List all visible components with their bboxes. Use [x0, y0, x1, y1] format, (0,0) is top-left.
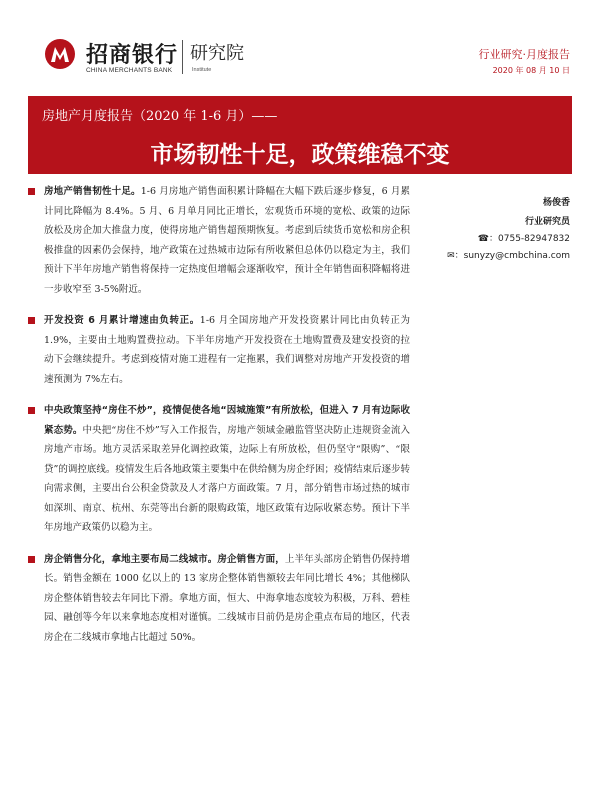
summary-paragraph — [44, 550, 410, 648]
author-block — [440, 196, 570, 264]
report-title: 市场韧性十足，政策维稳不变 — [150, 142, 450, 168]
phone-icon: ☎ — [477, 234, 490, 244]
logo-divider — [182, 40, 183, 74]
logo-text: 招商银行 — [86, 43, 179, 68]
paragraph-lead: 开发投资 6 月累计增速由负转正。 — [44, 315, 200, 326]
page-header — [0, 0, 600, 90]
phone-number: 0755-82947832 — [498, 234, 570, 244]
bullet-square-icon — [28, 556, 35, 563]
document-date: 2020 年 08 月 10 日 — [492, 66, 570, 75]
author-email: ✉：sunyzy@cmbchina.com — [447, 251, 570, 261]
paragraph-lead: 房地产销售韧性十足。 — [44, 186, 141, 197]
report-subtitle: 房地产月度报告（2020 年 1-6 月）—— — [42, 109, 278, 124]
paragraph-body: 1-6 月房地产销售面积累计降幅在大幅下跌后逐步修复，6 月累计同比降幅为 8.4%。5 月、6 月单月同比正增长，宏观货币环境的宽松、政策的边际放松及房企加大推盘力度，使得房地产销售超预期恢复。考虑到后续货币宽松和房企积极推盘的因素仍会保持，地产政策在过热城市边际有所收紧但总体仍以稳定为主，我们预计下半年房地产销售将保持一定热度但增幅会逐渐收窄，预计全年销售面积降幅将进一步收窄至 3-5%附近。 — [44, 186, 410, 295]
paragraph-body: 上半年头部房企销售仍保持增长。销售金额在 1000 亿以上的 13 家房企整体销售额较去年同比增长 4%；其他梯队房企整体销售较去年同比下滑。拿地方面，恒大、中海拿地态度较为积极，万科、碧桂园、融创等今年以来拿地态度相对谨慎。二线城市目前仍是房企重点布局的地区，代表房企在二线城市拿地占比超过 50%。 — [44, 553, 410, 643]
author-role: 行业研究员 — [524, 217, 570, 227]
summary-paragraph — [44, 182, 410, 299]
title-banner — [28, 96, 572, 174]
logo-text-en: CHINA MERCHANTS BANK — [86, 67, 173, 74]
paragraph-lead: 房企销售分化，拿地主要布局二线城市。房企销售方面， — [44, 553, 285, 565]
summary-paragraph — [44, 311, 410, 389]
email-address[interactable]: sunyzy@cmbchina.com — [463, 251, 570, 261]
cmb-logo-icon — [44, 38, 76, 70]
bullet-square-icon — [28, 317, 35, 324]
summary-paragraph — [44, 401, 410, 538]
email-icon: ✉ — [447, 251, 455, 261]
bullet-square-icon — [28, 407, 35, 414]
paragraph-body: 中央把“房住不炒”写入工作报告，房地产领域金融监管坚决防止违规资金流入房地产市场。地方灵活采取差异化调控政策，边际上有所放松，但仍坚守“限购”、“限贷”的调控底线。疫情发生后各地政策主要集中在供给侧为房企纾困；疫情结束后逐步转向需求侧，主要出台公积金贷款及人才落户方面政策。7 月，部分销售市场过热的城市如深圳、南京、杭州、东莞等出台新的限购政策，地区政策有边际收紧态势。预计下半年房地产政策仍以稳为主。 — [44, 424, 410, 533]
paragraph-lead: 中央政策坚持“房住不炒”，疫情促使各地“因城施策”有所放松，但进入 7 月有边际收紧态势。 — [44, 405, 410, 436]
author-phone: ☎：0755-82947832 — [477, 234, 570, 244]
paragraph-body: 1-6 月全国房地产开发投资累计同比由负转正为 1.9%，主要由土地购置费拉动。下半年房地产开发投资在土地购置费及建安投资的拉动下会继续提升。考虑到疫情对施工进程有一定拖累，我们调整对房地产开发投资的增速预测为 7%左右。 — [44, 315, 410, 385]
author-name: 杨俊香 — [542, 198, 570, 208]
summary-body — [44, 182, 410, 659]
document-type: 行业研究·月度报告 — [478, 48, 570, 61]
institute-name-en: Institute — [192, 67, 212, 73]
bullet-square-icon — [28, 188, 35, 195]
institute-name: 研究院 — [190, 43, 244, 64]
